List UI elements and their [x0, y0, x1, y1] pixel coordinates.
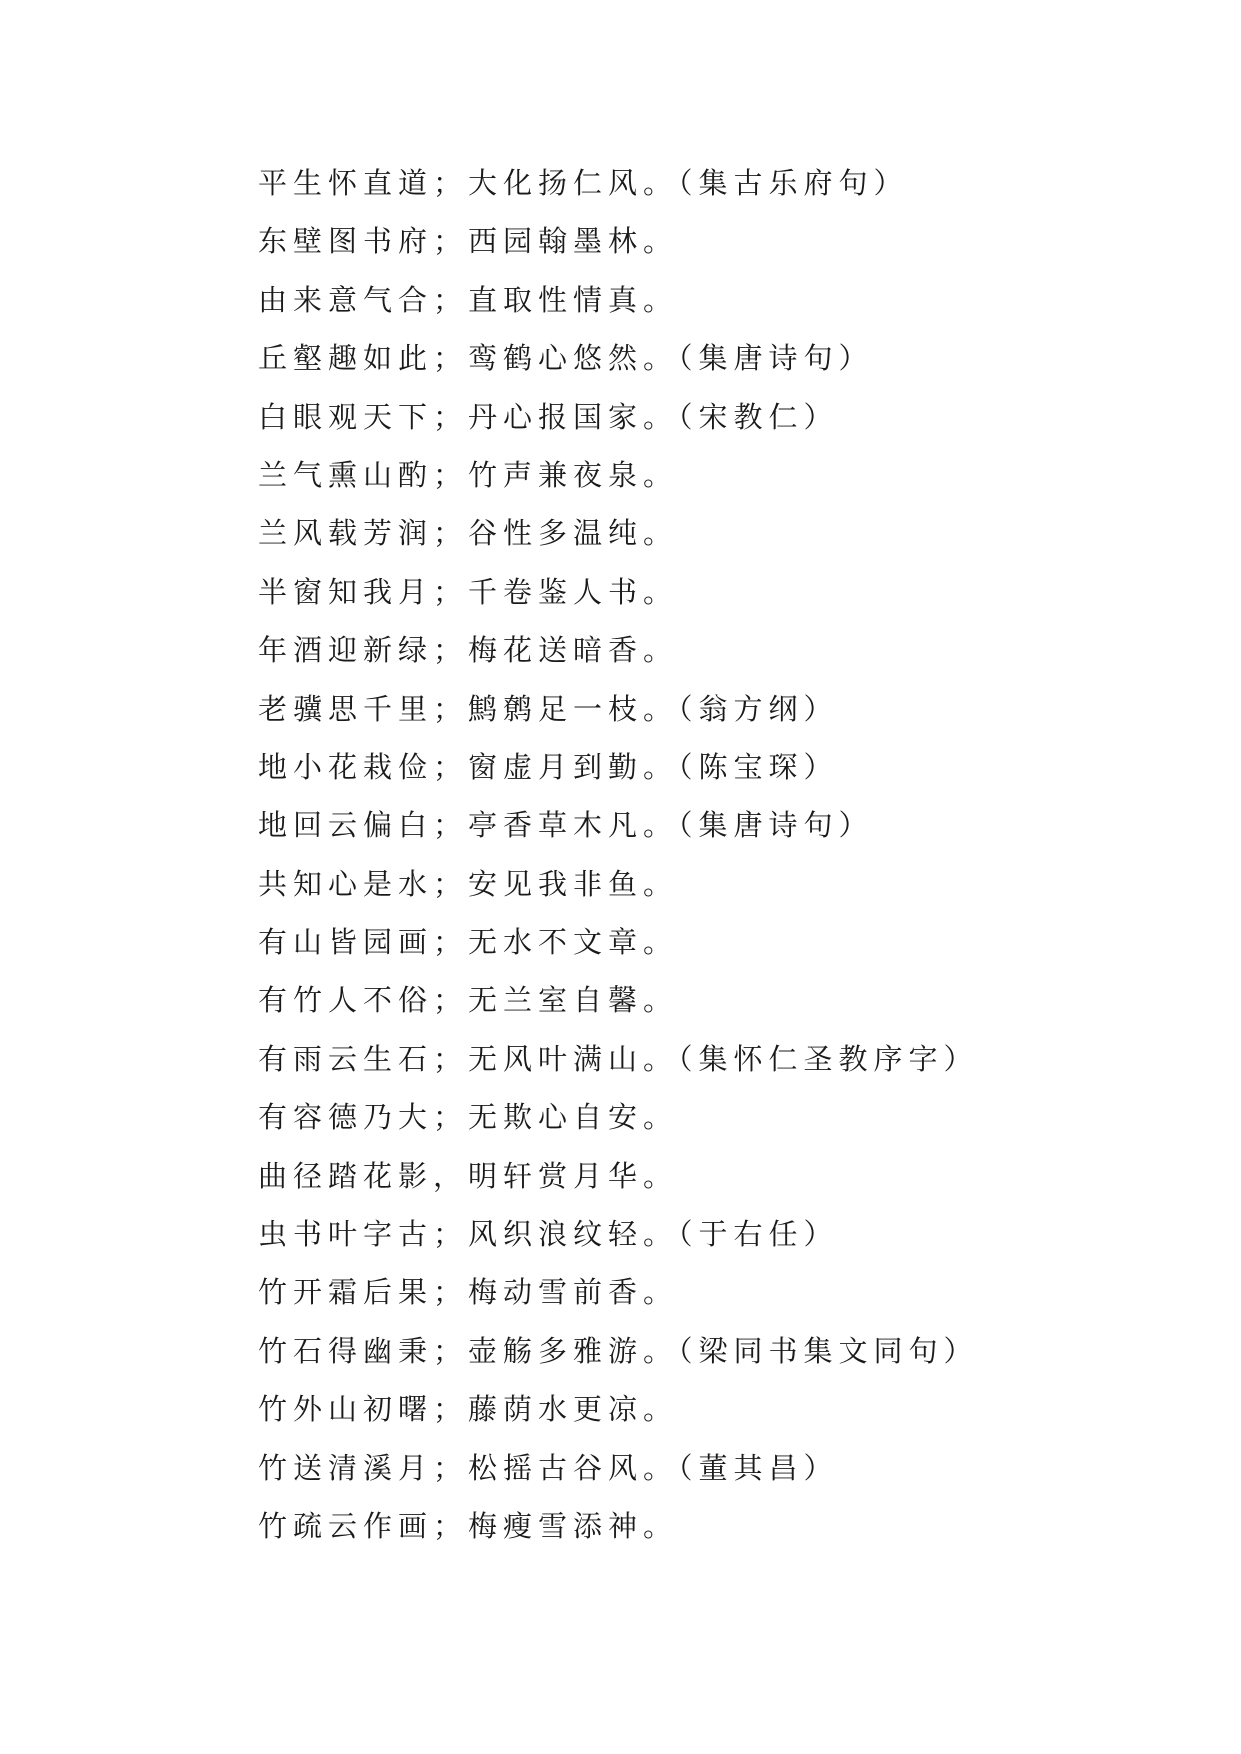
couplet-line: 兰气熏山酌；竹声兼夜泉。: [258, 457, 679, 492]
couplet-line: 有竹人不俗；无兰室自馨。: [258, 983, 679, 1018]
couplet-line: 有山皆园画；无水不文章。: [258, 925, 679, 960]
couplet-line: 有容德乃大；无欺心自安。: [258, 1100, 679, 1135]
couplet-line: 地小花栽俭；窗虚月到勤。（陈宝琛）: [258, 749, 839, 784]
couplet-line: 竹石得幽秉；壶觞多雅游。（梁同书集文同句）: [258, 1333, 979, 1368]
couplet-line: 老骥思千里；鹪鹩足一枝。（翁方纲）: [258, 691, 839, 726]
couplet-line: 兰风载芳润；谷性多温纯。: [258, 516, 679, 551]
couplet-line: 由来意气合；直取性情真。: [258, 282, 679, 317]
couplet-list: [258, 163, 979, 1564]
couplet-line: 竹开霜后果；梅动雪前香。: [258, 1275, 679, 1310]
couplet-line: 曲径踏花影，明轩赏月华。: [258, 1158, 679, 1193]
couplet-line: 东壁图书府；西园翰墨林。: [258, 224, 679, 259]
couplet-line: 白眼观天下；丹心报国家。（宋教仁）: [258, 399, 839, 434]
couplet-line: 丘壑趣如此；鸾鹤心悠然。（集唐诗句）: [258, 341, 874, 376]
couplet-line: 地回云偏白；亭香草木凡。（集唐诗句）: [258, 808, 874, 843]
couplet-line: 半窗知我月；千卷鉴人书。: [258, 574, 679, 609]
couplet-line: 竹外山初曙；藤荫水更凉。: [258, 1392, 679, 1427]
couplet-line: 有雨云生石；无风叶满山。（集怀仁圣教序字）: [258, 1041, 979, 1076]
couplet-line: 竹疏云作画；梅瘦雪添神。: [258, 1508, 679, 1543]
couplet-line: 竹送清溪月；松摇古谷风。（董其昌）: [258, 1450, 839, 1485]
couplet-line: 平生怀直道；大化扬仁风。（集古乐府句）: [258, 166, 909, 200]
couplet-line: 年酒迎新绿；梅花送暗香。: [258, 633, 679, 668]
couplet-line: 共知心是水；安见我非鱼。: [258, 866, 679, 901]
couplet-line: 虫书叶字古；风织浪纹轻。（于右任）: [258, 1217, 839, 1252]
